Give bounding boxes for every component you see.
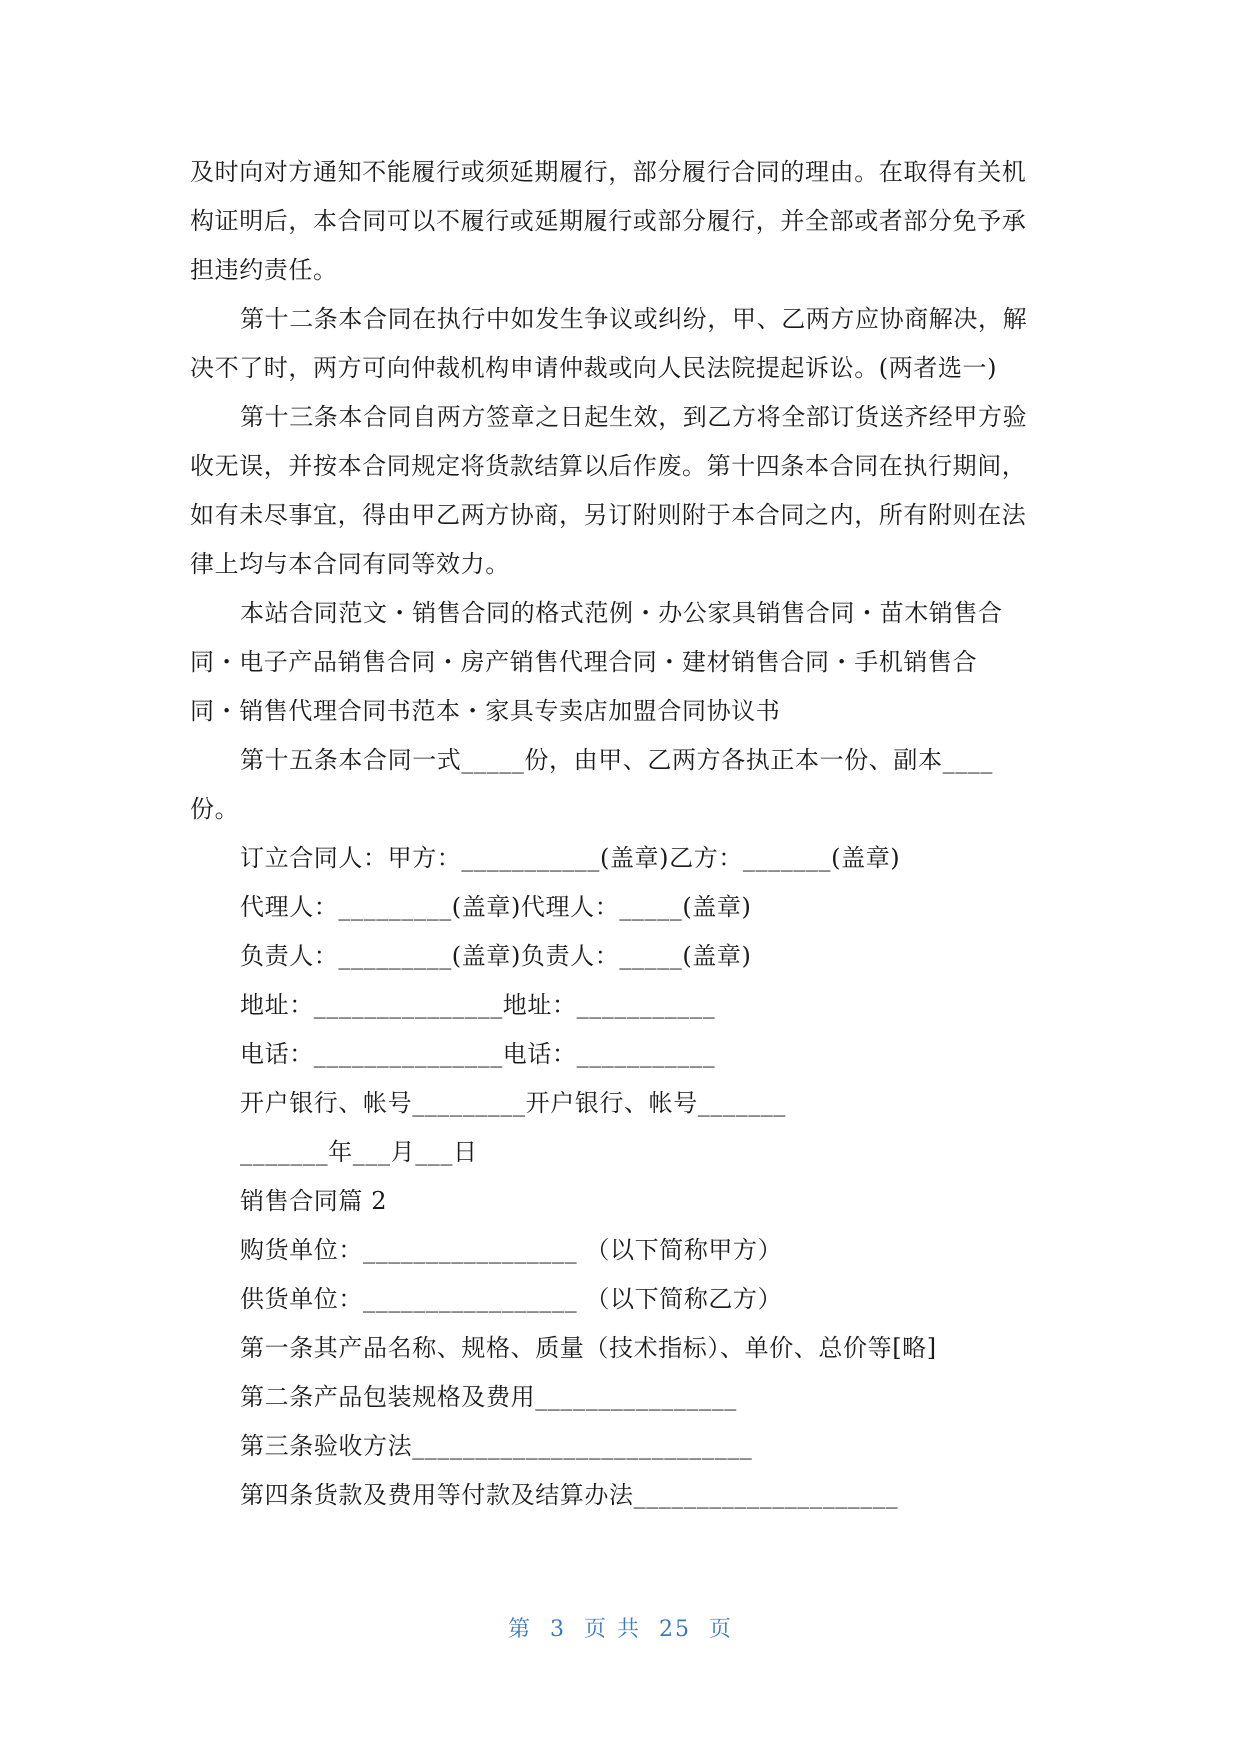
text-line: 购货单位：_________________ （以下简称甲方） — [240, 1236, 783, 1264]
text-line: 第四条货款及费用等付款及结算办法_____________________ — [240, 1481, 899, 1509]
text-line: 决不了时，两方可向仲裁机构申请仲裁或向人民法院提起诉讼。(两者选一) — [190, 354, 998, 382]
text-line: 收无误，并按本合同规定将货款结算以后作废。第十四条本合同在执行期间， — [190, 452, 1027, 480]
section-heading: 销售合同篇 2 — [240, 1187, 388, 1215]
text-line: 本站合同范文・销售合同的格式范例・办公家具销售合同・苗木销售合 — [240, 599, 1003, 627]
text-line: 供货单位：_________________ （以下简称乙方） — [240, 1285, 783, 1313]
text-line: 同・销售代理合同书范本・家具专卖店加盟合同协议书 — [190, 697, 781, 725]
text-line: 第一条其产品名称、规格、质量（技术指标）、单价、总价等[略] — [240, 1334, 937, 1362]
text-line: 第三条验收方法___________________________ — [240, 1432, 753, 1460]
signature-line: 订立合同人：甲方：___________(盖章)乙方：_______(盖章) — [240, 844, 901, 872]
text-line: 份。 — [190, 795, 240, 823]
signature-line: 负责人：_________(盖章)负责人：_____(盖章) — [240, 942, 752, 970]
signature-line: 电话：_______________电话：___________ — [240, 1040, 716, 1068]
text-line: 律上均与本合同有同等效力。 — [190, 550, 510, 578]
date-line: _______年___月___日 — [240, 1138, 478, 1166]
text-line: 构证明后，本合同可以不履行或延期履行或部分履行，并全部或者部分免予承 — [190, 207, 1027, 235]
text-line: 第二条产品包装规格及费用________________ — [240, 1383, 737, 1411]
signature-line: 代理人：_________(盖章)代理人：_____(盖章) — [240, 893, 752, 921]
text-line: 第十二条本合同在执行中如发生争议或纠纷，甲、乙两方应协商解决，解 — [240, 305, 1028, 333]
page-number-footer: 第 3 页 共 25 页 — [508, 1617, 733, 1642]
text-line: 第十五条本合同一式_____份，由甲、乙两方各执正本一份、副本____ — [240, 746, 993, 774]
signature-line: 地址：_______________地址：___________ — [240, 991, 716, 1019]
text-line: 第十三条本合同自两方签章之日起生效，到乙方将全部订货送齐经甲方验 — [240, 403, 1028, 431]
text-line: 如有未尽事宜，得由甲乙两方协商，另订附则附于本合同之内，所有附则在法 — [190, 501, 1027, 529]
text-line: 担违约责任。 — [190, 256, 338, 284]
signature-line: 开户银行、帐号_________开户银行、帐号_______ — [240, 1089, 786, 1117]
text-line: 同・电子产品销售合同・房产销售代理合同・建材销售合同・手机销售合 — [190, 648, 978, 676]
text-line: 及时向对方通知不能履行或须延期履行，部分履行合同的理由。在取得有关机 — [190, 158, 1027, 186]
